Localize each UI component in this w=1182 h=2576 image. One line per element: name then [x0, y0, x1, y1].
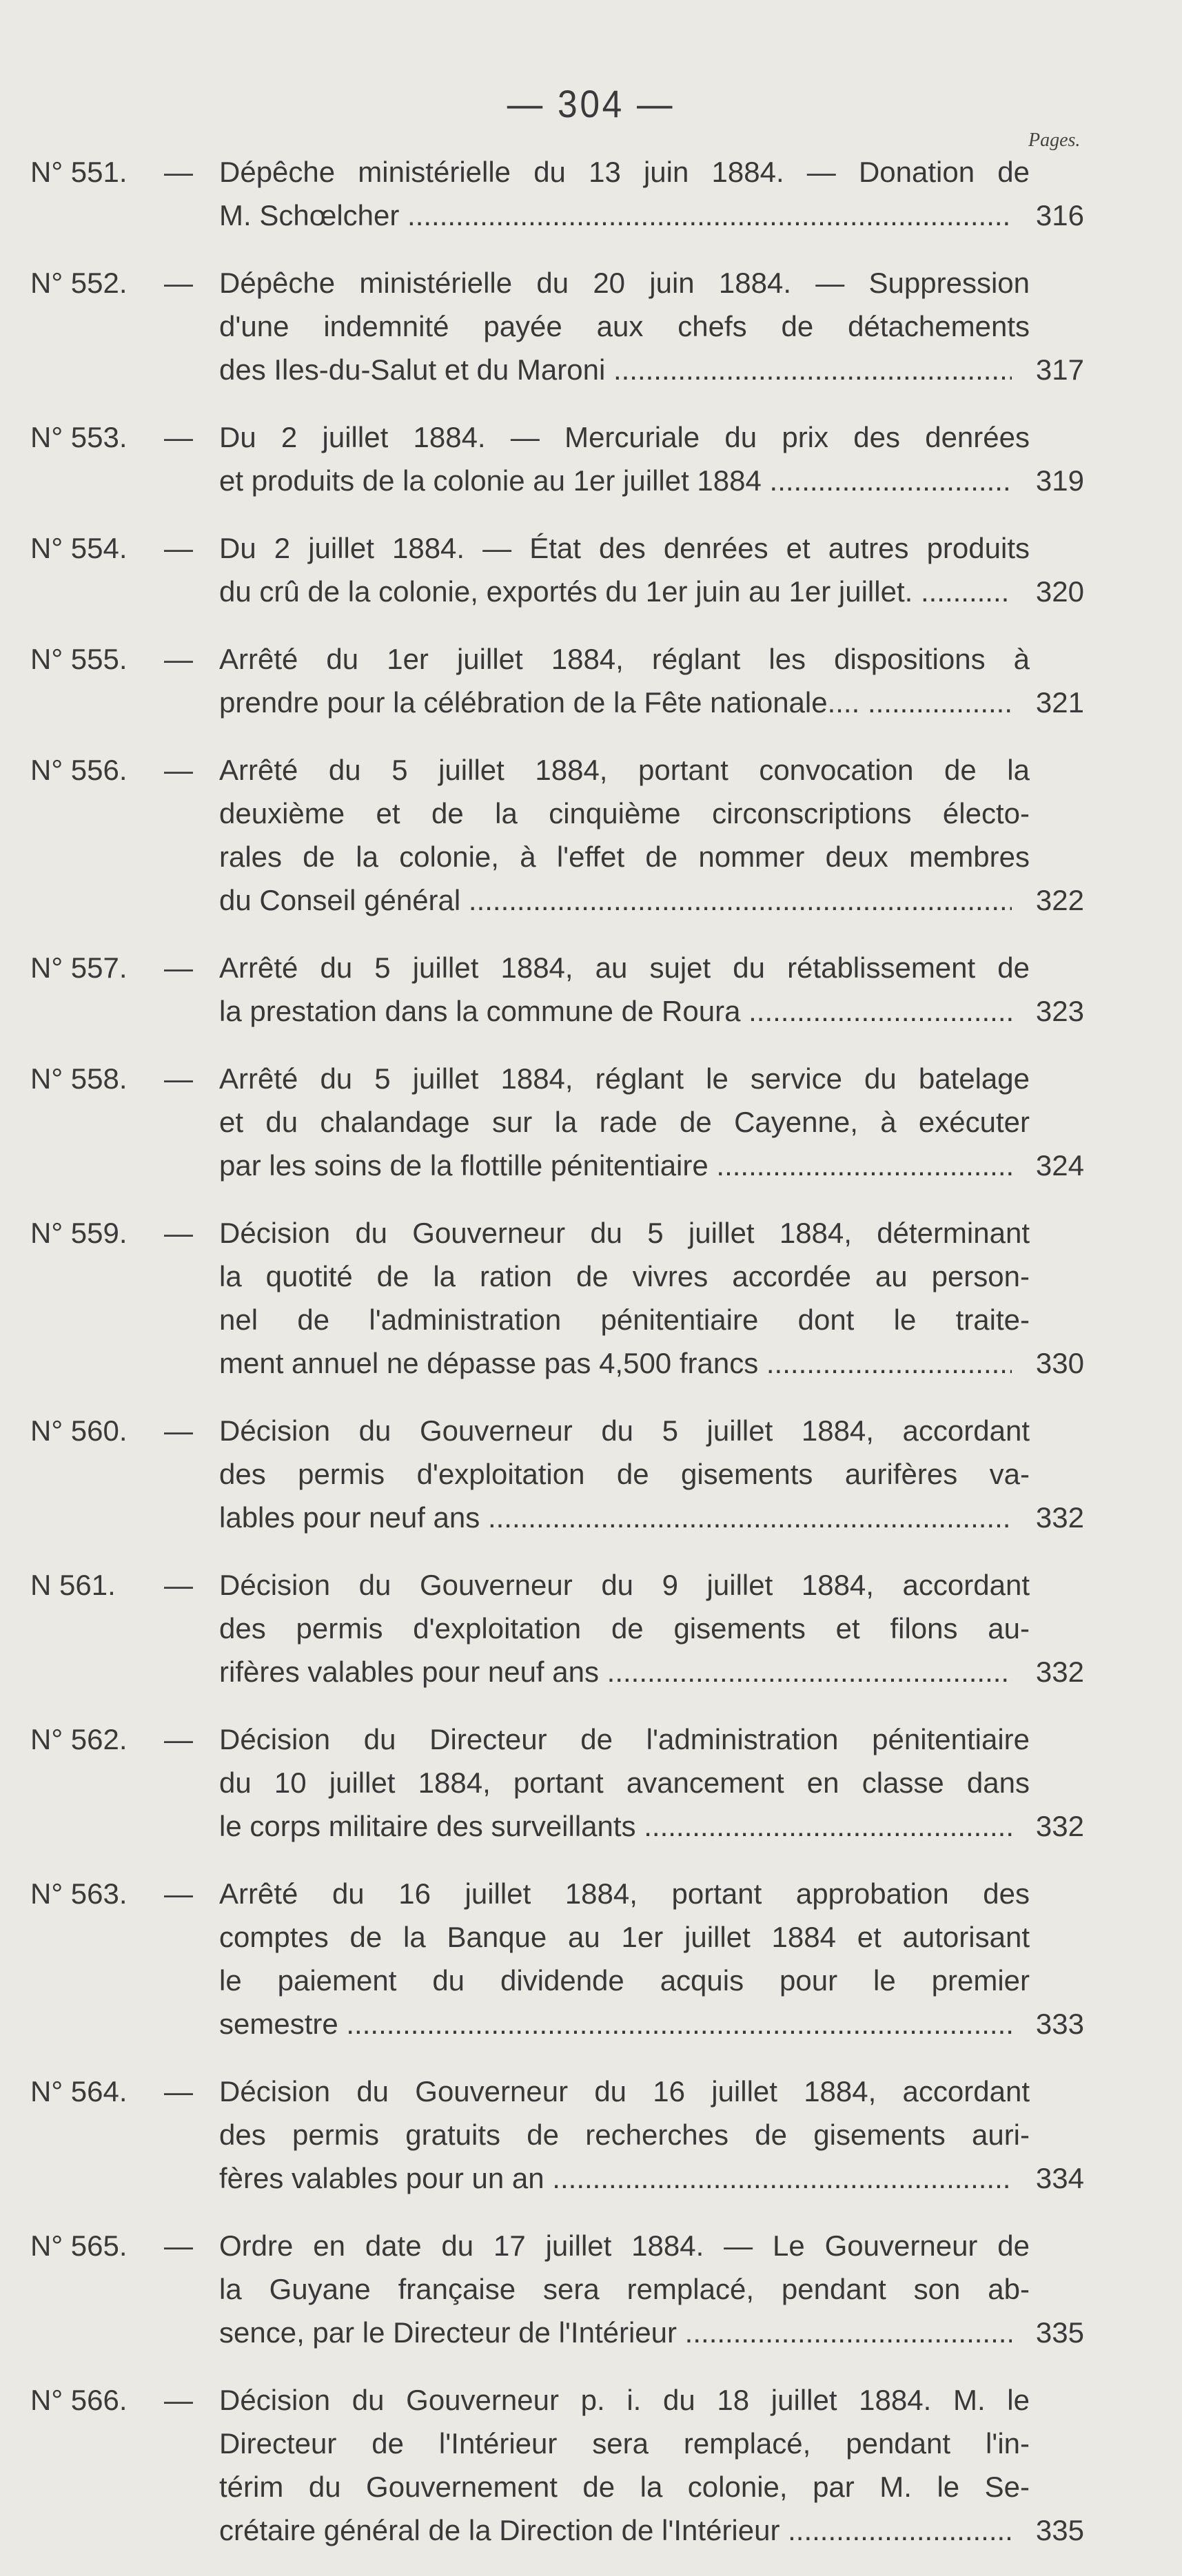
- entry-number: N° 563.: [30, 1877, 128, 1910]
- entry-last-line: rifères valables pour neuf ans .....: [219, 1656, 1012, 1688]
- entry-dash: —: [164, 1217, 193, 1249]
- entry-last-line: crétaire général de la Direction de l'Intérieur .....: [219, 2514, 1012, 2546]
- entry-description: [219, 1718, 1030, 1848]
- entry-number: N° 558.: [30, 1062, 128, 1095]
- toc-entry: [0, 748, 1182, 922]
- page-number: — 304 —: [507, 82, 675, 125]
- entry-line: d'une indemnité payée aux chefs de détachements: [219, 310, 1030, 342]
- entry-page-reference: 333: [1035, 2008, 1084, 2040]
- entry-number: N° 554.: [30, 532, 128, 564]
- entry-last-line: semestre .....: [219, 2008, 1012, 2040]
- entry-description: [219, 526, 1030, 613]
- toc-entry: [0, 1718, 1182, 1848]
- entry-line: Décision du Gouverneur p. i. du 18 juillet 1884. M. le: [219, 2384, 1030, 2416]
- entry-page-reference: 330: [1035, 1347, 1084, 1379]
- entry-dash: —: [164, 1062, 193, 1095]
- entry-number: N° 566.: [30, 2384, 128, 2416]
- entry-number: N° 556.: [30, 754, 128, 786]
- entry-last-line: la prestation dans la commune de Roura .....: [219, 995, 1012, 1027]
- entry-last-line: et produits de la colonie au 1er juillet 1884 .....: [219, 464, 1012, 497]
- entry-number: N° 552.: [30, 267, 128, 299]
- entry-line: térim du Gouvernement de la colonie, par M. le Se-: [219, 2471, 1030, 2503]
- toc-entry: [0, 946, 1182, 1033]
- entry-description: [219, 1211, 1030, 1385]
- entry-last-line: du Conseil général .....: [219, 884, 1012, 916]
- entry-dash: —: [164, 754, 193, 786]
- entry-line: Ordre en date du 17 juillet 1884. — Le Gouverneur de: [219, 2229, 1030, 2262]
- entry-last-line: du crû de la colonie, exportés du 1er juin au 1er juillet. .....: [219, 575, 1012, 608]
- toc-entry: [0, 1563, 1182, 1693]
- entry-line: Arrêté du 5 juillet 1884, au sujet du rétablissement de: [219, 951, 1030, 984]
- entry-line: deuxième et de la cinquième circonscriptions électo-: [219, 797, 1030, 830]
- entry-page-reference: 332: [1035, 1501, 1084, 1534]
- entry-last-line: des Iles-du-Salut et du Maroni .....: [219, 353, 1012, 386]
- entry-dash: —: [164, 421, 193, 453]
- toc-entry: [0, 2070, 1182, 2200]
- entry-line: Arrêté du 1er juillet 1884, réglant les dispositions à: [219, 643, 1030, 675]
- entry-last-line: fères valables pour un an .....: [219, 2162, 1012, 2194]
- entry-line: Du 2 juillet 1884. — Mercuriale du prix des denrées: [219, 421, 1030, 453]
- entry-description: [219, 2224, 1030, 2354]
- entry-description: [219, 150, 1030, 237]
- entry-line: du 10 juillet 1884, portant avancement en classe dans: [219, 1766, 1030, 1799]
- entry-last-line: lables pour neuf ans .....: [219, 1501, 1012, 1534]
- entry-number: N° 565.: [30, 2229, 128, 2262]
- entry-number: N° 555.: [30, 643, 128, 675]
- entry-number: N° 557.: [30, 951, 128, 984]
- entry-description: [219, 946, 1030, 1033]
- entry-page-reference: 334: [1035, 2162, 1084, 2194]
- entry-page-reference: 323: [1035, 995, 1084, 1027]
- entry-description: [219, 2070, 1030, 2200]
- entry-last-line: sence, par le Directeur de l'Intérieur .....: [219, 2316, 1012, 2349]
- entry-page-reference: 335: [1035, 2514, 1084, 2546]
- entry-page-reference: 316: [1035, 199, 1084, 231]
- entry-dash: —: [164, 1569, 193, 1601]
- entry-page-reference: 322: [1035, 884, 1084, 916]
- entry-dash: —: [164, 2229, 193, 2262]
- entry-line: Arrêté du 5 juillet 1884, portant convocation de la: [219, 754, 1030, 786]
- entry-description: [219, 1409, 1030, 1539]
- entry-line: et du chalandage sur la rade de Cayenne, à exécuter: [219, 1106, 1030, 1138]
- toc-entry: [0, 1409, 1182, 1539]
- entry-page-reference: 332: [1035, 1810, 1084, 1842]
- entry-last-line: ment annuel ne dépasse pas 4,500 francs .....: [219, 1347, 1012, 1379]
- entry-page-reference: 324: [1035, 1149, 1084, 1182]
- toc-entry: [0, 1211, 1182, 1385]
- entry-page-reference: 335: [1035, 2316, 1084, 2349]
- entry-line: Directeur de l'Intérieur sera remplacé, pendant l'in-: [219, 2427, 1030, 2460]
- entry-description: [219, 1872, 1030, 2046]
- entry-last-line: le corps militaire des surveillants .....: [219, 1810, 1012, 1842]
- toc-entry: [0, 637, 1182, 724]
- entry-line: le paiement du dividende acquis pour le premier: [219, 1964, 1030, 1997]
- entry-number: N° 562.: [30, 1723, 128, 1755]
- toc-entry: [0, 150, 1182, 237]
- entry-line: Décision du Gouverneur du 16 juillet 1884, accordant: [219, 2075, 1030, 2108]
- entry-dash: —: [164, 532, 193, 564]
- entry-line: Décision du Gouverneur du 5 juillet 1884, accordant: [219, 1414, 1030, 1447]
- entry-description: [219, 2378, 1030, 2552]
- entry-dash: —: [164, 1723, 193, 1755]
- entry-page-reference: 321: [1035, 686, 1084, 719]
- entry-line: comptes de la Banque au 1er juillet 1884 et autorisant: [219, 1921, 1030, 1953]
- entry-description: [219, 1563, 1030, 1693]
- entry-line: Arrêté du 16 juillet 1884, portant approbation des: [219, 1877, 1030, 1910]
- entry-number: N° 560.: [30, 1414, 128, 1447]
- entry-description: [219, 415, 1030, 502]
- entry-line: Décision du Gouverneur du 5 juillet 1884, déterminant: [219, 1217, 1030, 1249]
- toc-entry: [0, 415, 1182, 502]
- entry-number: N 561.: [30, 1569, 116, 1601]
- entry-description: [219, 748, 1030, 922]
- entry-last-line: prendre pour la célébration de la Fête nationale.... .....: [219, 686, 1012, 719]
- entry-line: rales de la colonie, à l'effet de nommer deux membres: [219, 841, 1030, 873]
- entry-line: nel de l'administration pénitentiaire dont le traite-: [219, 1304, 1030, 1336]
- entry-line: Arrêté du 5 juillet 1884, réglant le service du batelage: [219, 1062, 1030, 1095]
- entry-line: Dépêche ministérielle du 13 juin 1884. — Donation de: [219, 156, 1030, 188]
- toc-entry: [0, 526, 1182, 613]
- pages-column-label: Pages.: [1028, 130, 1081, 151]
- entry-number: N° 564.: [30, 2075, 128, 2108]
- entry-page-reference: 320: [1035, 575, 1084, 608]
- entry-line: Du 2 juillet 1884. — État des denrées et autres produits: [219, 532, 1030, 564]
- entry-line: Décision du Directeur de l'administration pénitentiaire: [219, 1723, 1030, 1755]
- entry-page-reference: 332: [1035, 1656, 1084, 1688]
- entry-dash: —: [164, 156, 193, 188]
- entry-dash: —: [164, 643, 193, 675]
- entry-line: Décision du Gouverneur du 9 juillet 1884, accordant: [219, 1569, 1030, 1601]
- toc-entry: [0, 261, 1182, 391]
- entry-dash: —: [164, 1414, 193, 1447]
- toc-entry: [0, 2224, 1182, 2354]
- entry-description: [219, 261, 1030, 391]
- entry-dash: —: [164, 267, 193, 299]
- entry-page-reference: 317: [1035, 353, 1084, 386]
- entry-number: N° 559.: [30, 1217, 128, 1249]
- entry-page-reference: 319: [1035, 464, 1084, 497]
- entry-last-line: M. Schœlcher .....: [219, 199, 1012, 231]
- entry-line: des permis gratuits de recherches de gisements auri-: [219, 2119, 1030, 2151]
- entry-dash: —: [164, 2384, 193, 2416]
- entry-dash: —: [164, 2075, 193, 2108]
- entry-number: N° 553.: [30, 421, 128, 453]
- entry-last-line: par les soins de la flottille pénitentiaire .....: [219, 1149, 1012, 1182]
- entry-line: des permis d'exploitation de gisements aurifères va-: [219, 1458, 1030, 1490]
- entry-number: N° 551.: [30, 156, 128, 188]
- entry-description: [219, 1057, 1030, 1187]
- entry-line: la quotité de la ration de vivres accordée au person-: [219, 1260, 1030, 1292]
- entry-line: la Guyane française sera remplacé, pendant son ab-: [219, 2273, 1030, 2305]
- entry-dash: —: [164, 951, 193, 984]
- entry-dash: —: [164, 1877, 193, 1910]
- entry-line: Dépêche ministérielle du 20 juin 1884. — Suppression: [219, 267, 1030, 299]
- toc-entry: [0, 2378, 1182, 2552]
- toc-entry: [0, 1057, 1182, 1187]
- toc-entry: [0, 1872, 1182, 2046]
- entry-description: [219, 637, 1030, 724]
- entry-line: des permis d'exploitation de gisements et filons au-: [219, 1612, 1030, 1645]
- table-of-contents: [0, 150, 1182, 2576]
